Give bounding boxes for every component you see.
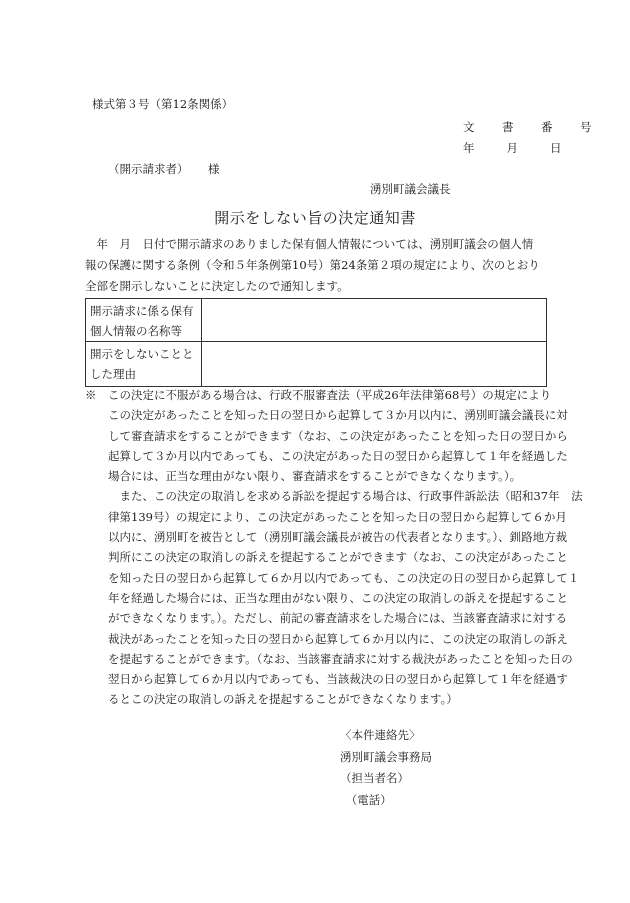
date-year-label: 年	[463, 141, 475, 155]
contact-phone: （電話）	[340, 792, 392, 807]
note-line: 起算して３か月以内であっても、この決定があった日の翌日から起算して１年を経過した	[85, 448, 568, 463]
contact-block	[340, 725, 432, 811]
sender-name: 湧別町議会議長	[370, 182, 451, 196]
document-number-label: 文 書 番 号	[463, 120, 600, 134]
date-day-label: 日	[550, 141, 562, 155]
table-label-line: 開示請求に係る保有	[90, 304, 194, 318]
table-label-line: 開示をしないことと	[90, 347, 194, 361]
contact-heading: 〈本件連絡先〉	[340, 728, 421, 742]
body-paragraph	[85, 234, 555, 297]
table-label-line: した理由	[90, 367, 136, 381]
table-row	[86, 299, 547, 342]
info-table	[85, 298, 547, 387]
note-line: を提起することができます。（なお、当該審査請求に対する裁決があったことを知った日の	[85, 651, 573, 666]
table-value-cell	[202, 299, 547, 342]
note-line: 判所にこの決定の取消しの訴えを提起することができます（なお、この決定があったこと	[85, 550, 568, 565]
contact-office: 湧別町議会事務局	[340, 749, 432, 764]
body-line: 年 月 日付で開示請求のありました保有個人情報については、湧別町議会の個人情	[85, 237, 534, 251]
note-line: ※ この決定に不服がある場合は、行政不服審査法（平成26年法律第68号）の規定により	[85, 388, 552, 402]
table-value-cell	[202, 342, 547, 387]
form-number: 様式第３号（第12条関係）	[92, 97, 234, 111]
document-title: 開示をしない旨の決定通知書	[214, 209, 416, 227]
note-line: また、この決定の取消しを求める訴訟を提起する場合は、行政事件訴訟法（昭和37年 法	[85, 489, 583, 504]
recipient-honorific: 様	[208, 162, 220, 176]
note-line: るとこの決定の取消しの訴えを提起することができなくなります。）	[85, 692, 458, 707]
table-label-line: 個人情報の名称等	[90, 324, 182, 338]
recipient-label: （開示請求者）	[108, 162, 189, 176]
date-month-label: 月	[506, 141, 518, 155]
note-line: 場合には、正当な理由がない限り、審査請求をすることができなくなります。）。	[85, 469, 522, 484]
table-row	[86, 342, 547, 387]
note-line: 年を経過した場合には、正当な理由がない限り、この決定の取消しの訴えを提起すること	[85, 590, 568, 605]
note-line: この決定があったことを知った日の翌日から起算して３か月以内に、湧別町議会議長に対	[85, 408, 568, 423]
table-label-cell	[86, 299, 202, 342]
body-line: 報の保護に関する条例（令和５年条例第10号）第24条第２項の規定により、次のとおり	[85, 258, 540, 272]
note-line: を知った日の翌日から起算して６か月以内であっても、この決定の日の翌日から起算して１	[85, 570, 580, 585]
contact-person: （担当者名）	[340, 771, 409, 785]
note-line: 翌日から起算して６か月以内であっても、当該裁決の日の翌日から起算して１年を経過す	[85, 672, 568, 687]
note-line: して審査請求をすることができます（なお、この決定があったことを知った日の翌日から	[85, 428, 568, 443]
note-line: ができなくなります。）。ただし、前記の審査請求をした場合には、当該審査請求に対する	[85, 611, 568, 626]
table-label-cell	[86, 342, 202, 387]
note-line: 裁決があったことを知った日の翌日から起算して６か月以内に、この決定の取消しの訴え	[85, 631, 568, 646]
body-line: 全部を開示しないことに決定したので通知します。	[85, 279, 349, 293]
note-line: 律第139号）の規定により、この決定があったことを知った日の翌日から起算して６か月	[85, 509, 567, 524]
document-date	[463, 140, 562, 156]
notes-section	[85, 385, 583, 710]
note-line: 以内に、湧別町を被告として（湧別町議会議長が被告の代表者となります。）、釧路地方裁	[85, 530, 568, 545]
